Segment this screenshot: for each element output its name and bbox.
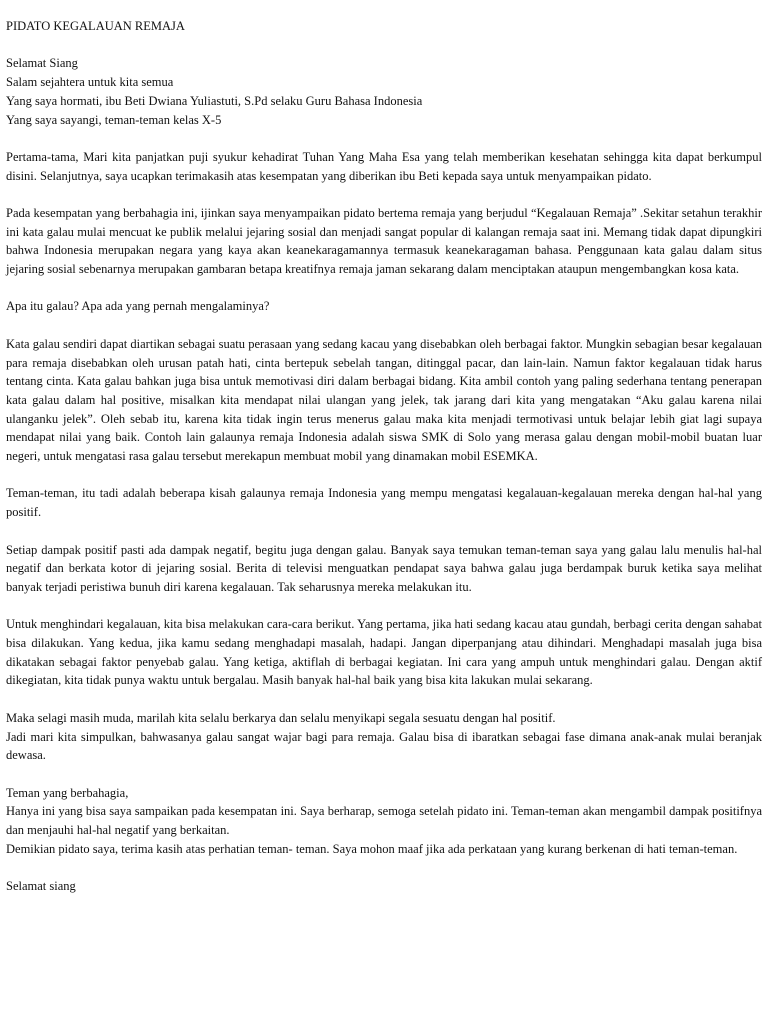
greeting-line: Selamat Siang [6,56,78,71]
document-title: PIDATO KEGALAUAN REMAJA [6,19,185,33]
final-address: Teman yang berbahagia, [6,785,129,800]
greeting-line: Yang saya sayangi, teman-teman kelas X-5 [6,112,222,127]
paragraph-definition: Kata galau sendiri dapat diartikan sebagai suatu perasaan yang sedang kacau yang disebabkan oleh berbagai faktor. Mungkin sebagian besar kegalauan para remaja disebabkan oleh urusan patah hati, cinta bertepuk sebelah tangan, ditinggal pacar, dan lain-lain. Namun faktor kegalauan tidak harus tentang cinta. Kata galau bahkan juga bisa untuk memotivasi diri dalam berbagai bidang. Kita ambil contoh yang paling sederhana tentang penerapan kata galau dalam hal positive, misalkan kita mendapat nilai ulangan yang jelek, tak jarang dari kita yang mengatakan “Aku galau karena nilai ulanganku jelek”. Oleh sebab itu, karena kita tidak ingin terus menerus galau maka kita menjadi termotivasi untuk belajar lebih giat lagi supaya mendapat nilai yang baik. Contoh lain galaunya remaja Indonesia adalah siswa SMK di Solo yang merasa galau dengan mobil-mobil buatan luar negeri, untuk mengatasi rasa galau tersebut merekapun membuat mobil yang dinamakan mobil ESEMKA. [6,336,762,464]
paragraph-question: Apa itu galau? Apa ada yang pernah mengalaminya? [6,299,270,314]
paragraph-negative-impact: Setiap dampak positif pasti ada dampak negatif, begitu juga dengan galau. Banyak saya temukan teman-teman saya yang galau lalu menulis hal-hal negatif dan berkata kotor di jejaring sosial. Berita di televisi menguatkan pendapat saya bahwa galau juga berdampak buruk ketika saya melihat banyak terjadi peristiwa bunuh diri karena kegalauan. Tak seharusnya mereka melakukan itu. [6,542,762,594]
paragraph-topic: Pada kesempatan yang berbahagia ini, ijinkan saya menyampaikan pidato bertema remaja yang berjudul “Kegalauan Remaja” .Sekitar setahun terakhir ini kata galau mulai mencuat ke publik melalui jejaring sosial dan menjadi sangat popular di kalangan remaja saat ini. Memang tidak dapat dipungkiri bahwa Indonesia merupakan negara yang kaya akan keanekaragamannya termasuk keanekaragaman bahasa. Penggunaan kata galau dalam situs jejaring sosial sebenarnya merupakan gambaran betapa kreatifnya remaja jaman sekarang dalam menciptakan ataupun mengembangkan kosa kata. [6,205,762,277]
greeting-line: Salam sejahtera untuk kita semua [6,75,174,90]
paragraph-summary: Teman-teman, itu tadi adalah beberapa kisah galaunya remaja Indonesia yang mempu mengatasi kegalauan-kegalauan mereka dengan hal-hal yang positif. [6,486,762,520]
paragraph-opening: Pertama-tama, Mari kita panjatkan puji syukur kehadirat Tuhan Yang Maha Esa yang telah memberikan kesehatan sehingga kita dapat berkumpul disini. Selanjutnya, saya ucapkan terimakasih atas kesempatan yang diberikan ibu Beti kepada saya untuk menyampaikan pidato. [6,149,762,183]
greeting-line: Yang saya hormati, ibu Beti Dwiana Yuliastuti, S.Pd selaku Guru Bahasa Indonesia [6,93,423,108]
paragraph-conclusion: Jadi mari kita simpulkan, bahwasanya galau sangat wajar bagi para remaja. Galau bisa di ibaratkan sebagai fase dimana anak-anak mulai beranjak dewasa. [6,729,762,763]
final-section [6,784,762,859]
greeting-block [6,54,762,129]
signoff: Selamat siang [6,879,76,894]
paragraph-closing-advice: Maka selagi masih muda, marilah kita selalu berkarya dan selalu menyikapi segala sesuatu dengan hal positif. [6,710,556,725]
paragraph-hope: Hanya ini yang bisa saya sampaikan pada kesempatan ini. Saya berharap, semoga setelah pidato ini. Teman-teman akan mengambil dampak positifnya dan menjauhi hal-hal negatif yang berkaitan. [6,804,762,838]
paragraph-thanks: Demikian pidato saya, terima kasih atas perhatian teman- teman. Saya mohon maaf jika ada perkataan yang kurang berkenan di hati teman-teman. [6,841,738,856]
closing-block [6,709,762,765]
paragraph-solutions: Untuk menghindari kegalauan, kita bisa melakukan cara-cara berikut. Yang pertama, jika hati sedang kacau atau gundah, berbagi cerita dengan sahabat bisa dilakukan. Yang kedua, jika kamu sedang menghadapi masalah, hadapi. Jangan diperpanjang atau dihindari. Menghadapi masalah juga bisa dikatakan sebagai faktor penyebab galau. Yang ketiga, aktiflah di berbagai kegiatan. Ini cara yang ampuh untuk menghindari galau. Dengan aktif dikegiatan, kita tidak punya waktu untuk bergalau. Masih banyak hal-hal baik yang bisa kita lakukan mulai sekarang. [6,617,762,688]
